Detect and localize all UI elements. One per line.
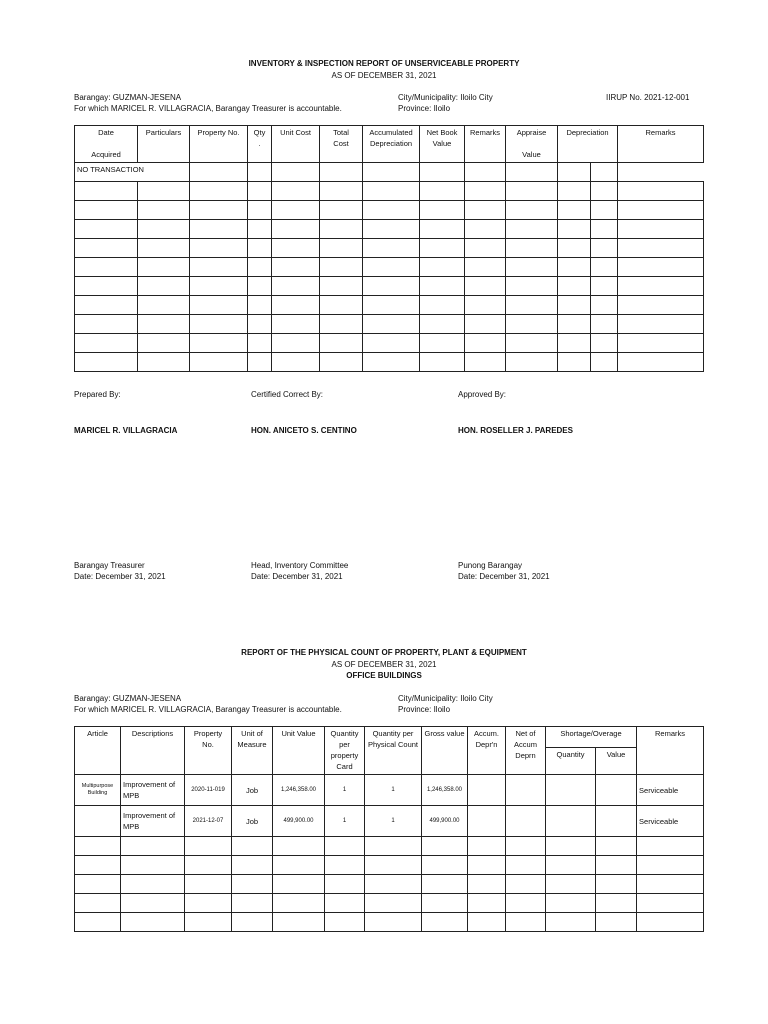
row-unit: Job (232, 806, 273, 837)
table-row (75, 239, 704, 258)
certified-by-date: Date: December 31, 2021 (251, 572, 343, 581)
row-article (75, 806, 121, 837)
unserviceable-property-table (74, 125, 704, 372)
table-row (75, 875, 704, 894)
header-net-book-value: Net Book Value (420, 126, 465, 163)
header-accum-depr: Accum. Depr'n (468, 727, 506, 775)
physical-count-table (74, 726, 704, 932)
row-qty-physical: 1 (365, 806, 422, 837)
header-qty: Qty . (248, 126, 272, 163)
header-quantity-per-card: Quantity per property Card (325, 727, 365, 775)
table-row (75, 894, 704, 913)
header-date-acquired: Date Acquired (75, 126, 138, 163)
header-net-of-accum: Net of Accum Deprn (506, 727, 546, 775)
report1-province: Province: Iloilo (398, 104, 451, 113)
report2-category: OFFICE BUILDINGS (346, 671, 422, 680)
header-total-cost: Total Cost (320, 126, 363, 163)
report1-accountable: For which MARICEL R. VILLAGRACIA, Barangay Treasurer is accountable. (74, 104, 342, 113)
header-descriptions: Descriptions (121, 727, 185, 775)
table-row (75, 856, 704, 875)
table-row (75, 334, 704, 353)
report1-city: City/Municipality: Iloilo City (398, 93, 493, 102)
table-row (75, 353, 704, 372)
header-unit-cost: Unit Cost (272, 126, 320, 163)
table-row (75, 182, 704, 201)
row-description: Improvement of MPB (121, 775, 185, 806)
report2-barangay: Barangay: GUZMAN-JESENA (74, 694, 182, 703)
report1-barangay: Barangay: GUZMAN-JESENA (74, 93, 182, 102)
approved-by-date: Date: December 31, 2021 (458, 572, 550, 581)
row-remarks: Serviceable (637, 806, 704, 837)
header-property-no: Property No. (190, 126, 248, 163)
header-depreciation: Depreciation (558, 126, 618, 163)
row-article: Multipurpose Building (75, 775, 121, 806)
table-row (75, 201, 704, 220)
row-gross-value: 499,900.00 (422, 806, 468, 837)
prepared-by-name: MARICEL R. VILLAGRACIA (74, 426, 178, 435)
table-header-row (75, 126, 704, 163)
row-remarks: Serviceable (637, 775, 704, 806)
row-description: Improvement of MPB (121, 806, 185, 837)
report1-as-of: AS OF DECEMBER 31, 2021 (331, 71, 437, 80)
row-unit-value: 1,246,358.00 (273, 775, 325, 806)
header-shortage-value: Value (596, 748, 637, 775)
report2-as-of: AS OF DECEMBER 31, 2021 (331, 660, 437, 669)
header-remarks: Remarks (637, 727, 704, 775)
table-row (75, 837, 704, 856)
header-remarks: Remarks (465, 126, 506, 163)
row-unit-value: 499,900.00 (273, 806, 325, 837)
table-row (75, 258, 704, 277)
header-quantity-per-count: Quantity per Physical Count (365, 727, 422, 775)
table-row (75, 315, 704, 334)
table-row (75, 277, 704, 296)
header-particulars: Particulars (138, 126, 190, 163)
header-shortage-quantity: Quantity (546, 748, 596, 775)
header-unit-of-measure: Unit of Measure (232, 727, 273, 775)
certified-by-name: HON. ANICETO S. CENTINO (251, 426, 357, 435)
approved-by-name: HON. ROSELLER J. PAREDES (458, 426, 573, 435)
prepared-by-label: Prepared By: (74, 390, 121, 399)
row-property-no: 2021-12-07 (185, 806, 232, 837)
report1-title: INVENTORY & INSPECTION REPORT OF UNSERVICEABLE PROPERTY (248, 59, 520, 68)
report2-province: Province: Iloilo (398, 705, 451, 714)
header-unit-value: Unit Value (273, 727, 325, 775)
table-row (75, 220, 704, 239)
row-qty-card: 1 (325, 806, 365, 837)
row-qty-card: 1 (325, 775, 365, 806)
header-remarks-2: Remarks (618, 126, 704, 163)
header-accumulated-depreciation: Accumulated Depreciation (363, 126, 420, 163)
row-unit: Job (232, 775, 273, 806)
approved-by-position: Punong Barangay (458, 561, 523, 570)
row-property-no: 2020-11-019 (185, 775, 232, 806)
row-gross-value: 1,246,358.00 (422, 775, 468, 806)
header-gross-value: Gross value (422, 727, 468, 775)
table-row (75, 913, 704, 932)
table-row (75, 163, 704, 182)
table-row (75, 296, 704, 315)
prepared-by-date: Date: December 31, 2021 (74, 572, 166, 581)
approved-by-label: Approved By: (458, 390, 507, 399)
report2-city: City/Municipality: Iloilo City (398, 694, 493, 703)
table-row (75, 806, 704, 837)
report2-title: REPORT OF THE PHYSICAL COUNT OF PROPERTY, PLANT & EQUIPMENT (241, 648, 527, 657)
row-qty-physical: 1 (365, 775, 422, 806)
report1-number: IIRUP No. 2021-12-001 (606, 93, 690, 102)
certified-by-label: Certified Correct By: (251, 390, 324, 399)
no-transaction-cell: NO TRANSACTION (75, 163, 190, 182)
table-row (75, 775, 704, 806)
certified-by-position: Head, Inventory Committee (251, 561, 349, 570)
report2-accountable: For which MARICEL R. VILLAGRACIA, Barangay Treasurer is accountable. (74, 705, 342, 714)
header-property-no: Property No. (185, 727, 232, 775)
header-appraise-value: Appraise Value (506, 126, 558, 163)
header-article: Article (75, 727, 121, 775)
prepared-by-position: Barangay Treasurer (74, 561, 145, 570)
header-shortage-overage: Shortage/Overage (546, 727, 637, 748)
table-header-row (75, 727, 704, 748)
